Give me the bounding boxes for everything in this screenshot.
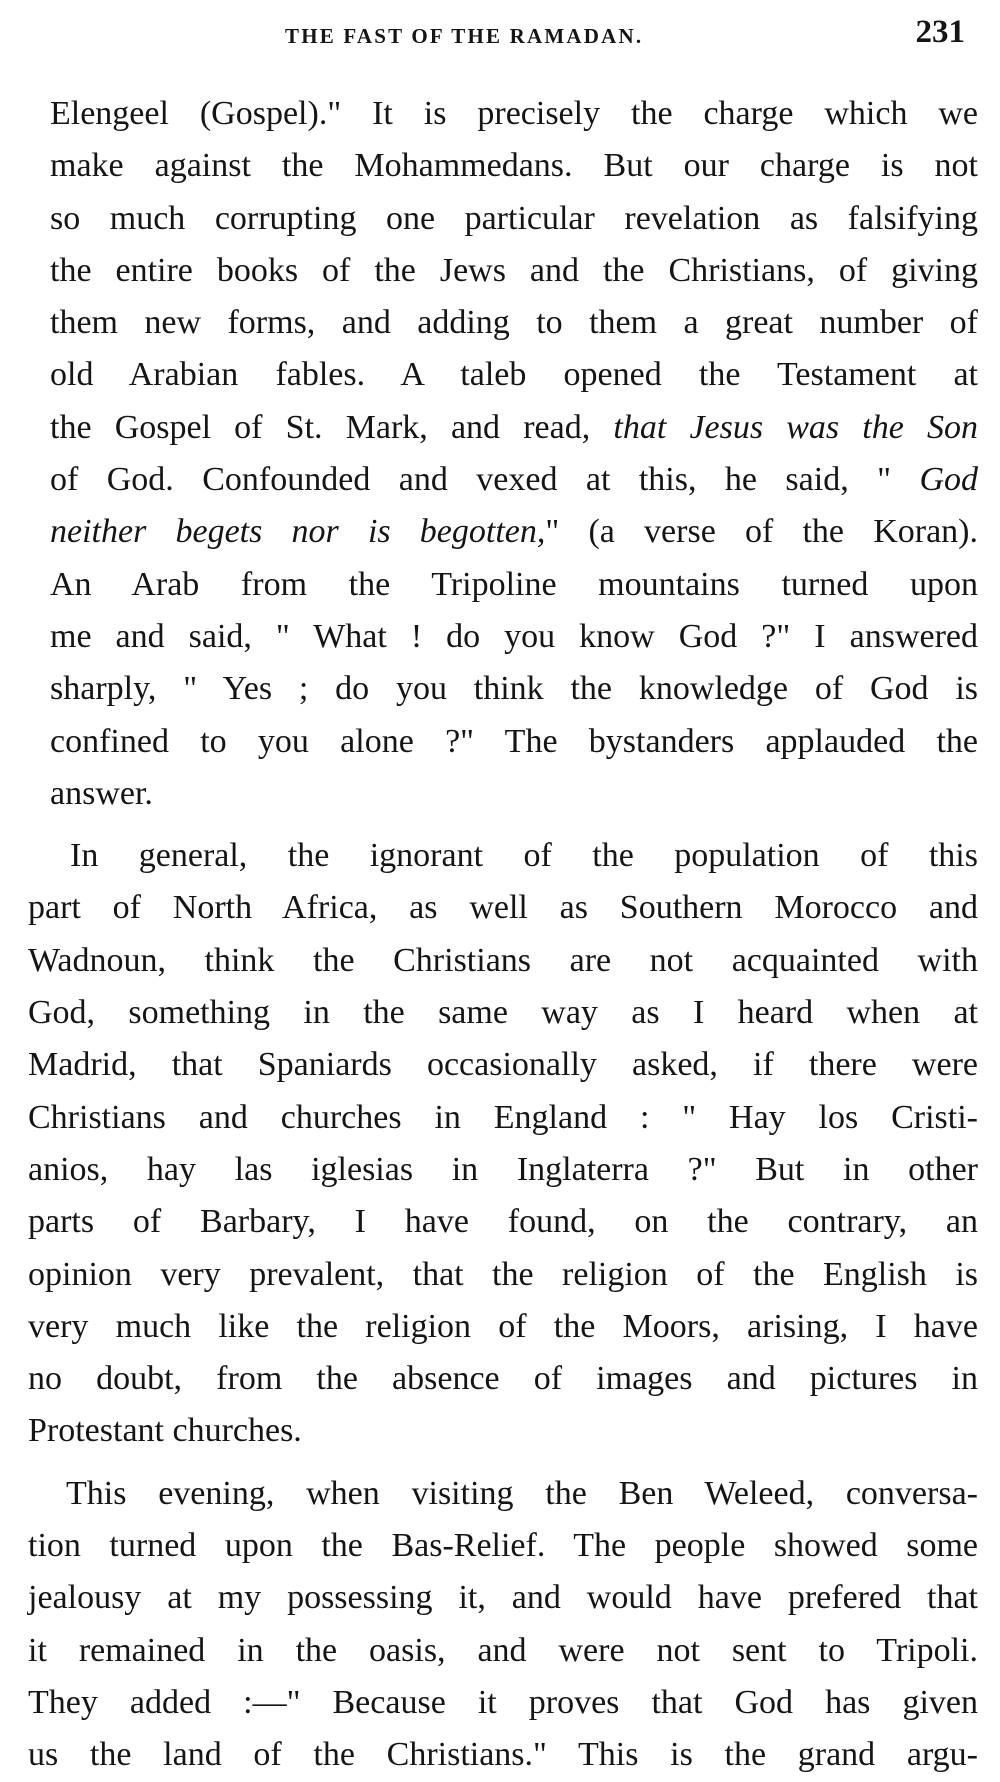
paragraph-gap <box>28 1458 978 1468</box>
text-line: confined to you alone ?" The bystanders applauded the <box>50 722 978 760</box>
page-header <box>0 14 1000 54</box>
text-line: answer. <box>50 774 153 812</box>
paragraph-1 <box>28 88 978 820</box>
text-line: old Arabian fables. A taleb opened the Testament at <box>50 356 978 394</box>
text-line: part of North Africa, as well as Southern Morocco and <box>28 889 978 927</box>
running-title: THE FAST OF THE RAMADAN. <box>285 24 644 48</box>
text-line: them new forms, and adding to them a great number of <box>50 304 978 342</box>
text-line: anios, hay las iglesias in Inglaterra ?" But in other <box>28 1150 978 1188</box>
text-line: jealousy at my possessing it, and would have prefered that <box>28 1579 978 1617</box>
text-line: the Gospel of St. Mark, and read, that Jesus was the Son <box>50 408 979 446</box>
text-line: Protestant churches. <box>28 1412 302 1450</box>
text-line: This evening, when visiting the Ben Weleed, conversa- <box>66 1474 978 1512</box>
text-line: make against the Mohammedans. But our charge is not <box>50 147 978 185</box>
text-line: Wadnoun, think the Christians are not acquainted with <box>28 941 978 979</box>
text-line: of God. Confounded and vexed at this, he said, " God <box>50 461 978 499</box>
body-text <box>28 88 978 1782</box>
text-line: it remained in the oasis, and were not sent to Tripoli. <box>28 1631 978 1669</box>
text-line: me and said, " What ! do you know God ?" I answered <box>50 617 978 655</box>
text-line: us the land of the Christians." This is the grand argu- <box>28 1736 978 1774</box>
text-line: neither begets nor is begotten," (a verse of the Koran). <box>50 513 978 551</box>
text-line: opinion very prevalent, that the religion of the English is <box>28 1255 978 1293</box>
text-line: God, something in the same way as I heard when at <box>28 994 978 1032</box>
text-line: very much like the religion of the Moors, arising, I have <box>28 1307 978 1345</box>
text-line: tion turned upon the Bas-Relief. The people showed some <box>28 1527 978 1565</box>
text-line: no doubt, from the absence of images and pictures in <box>28 1360 978 1398</box>
text-line: Christians and churches in England : " Hay los Cristi- <box>28 1098 978 1136</box>
paragraph-2 <box>28 830 978 1458</box>
italic-text: God <box>919 461 978 499</box>
text-line: sharply, " Yes ; do you think the knowledge of God is <box>50 670 978 708</box>
text-line: parts of Barbary, I have found, on the contrary, an <box>28 1203 978 1241</box>
text-line: Madrid, that Spaniards occasionally asked, if there were <box>28 1046 978 1084</box>
paragraph-gap <box>28 820 978 830</box>
text-line: Elengeel (Gospel)." It is precisely the charge which we <box>50 95 978 132</box>
text-line: In general, the ignorant of the population of this <box>70 837 978 875</box>
text-line: the entire books of the Jews and the Christians, of giving <box>50 251 978 289</box>
text-line: so much corrupting one particular revelation as falsifying <box>50 199 978 237</box>
text-line: They added :—" Because it proves that God has given <box>28 1683 978 1721</box>
italic-text: that Jesus was the Son <box>613 408 979 446</box>
text-line: An Arab from the Tripoline mountains turned upon <box>50 565 978 603</box>
paragraph-3 <box>28 1468 978 1782</box>
italic-text: neither begets nor is begotten, <box>50 513 546 551</box>
page-number: 231 <box>915 14 965 50</box>
